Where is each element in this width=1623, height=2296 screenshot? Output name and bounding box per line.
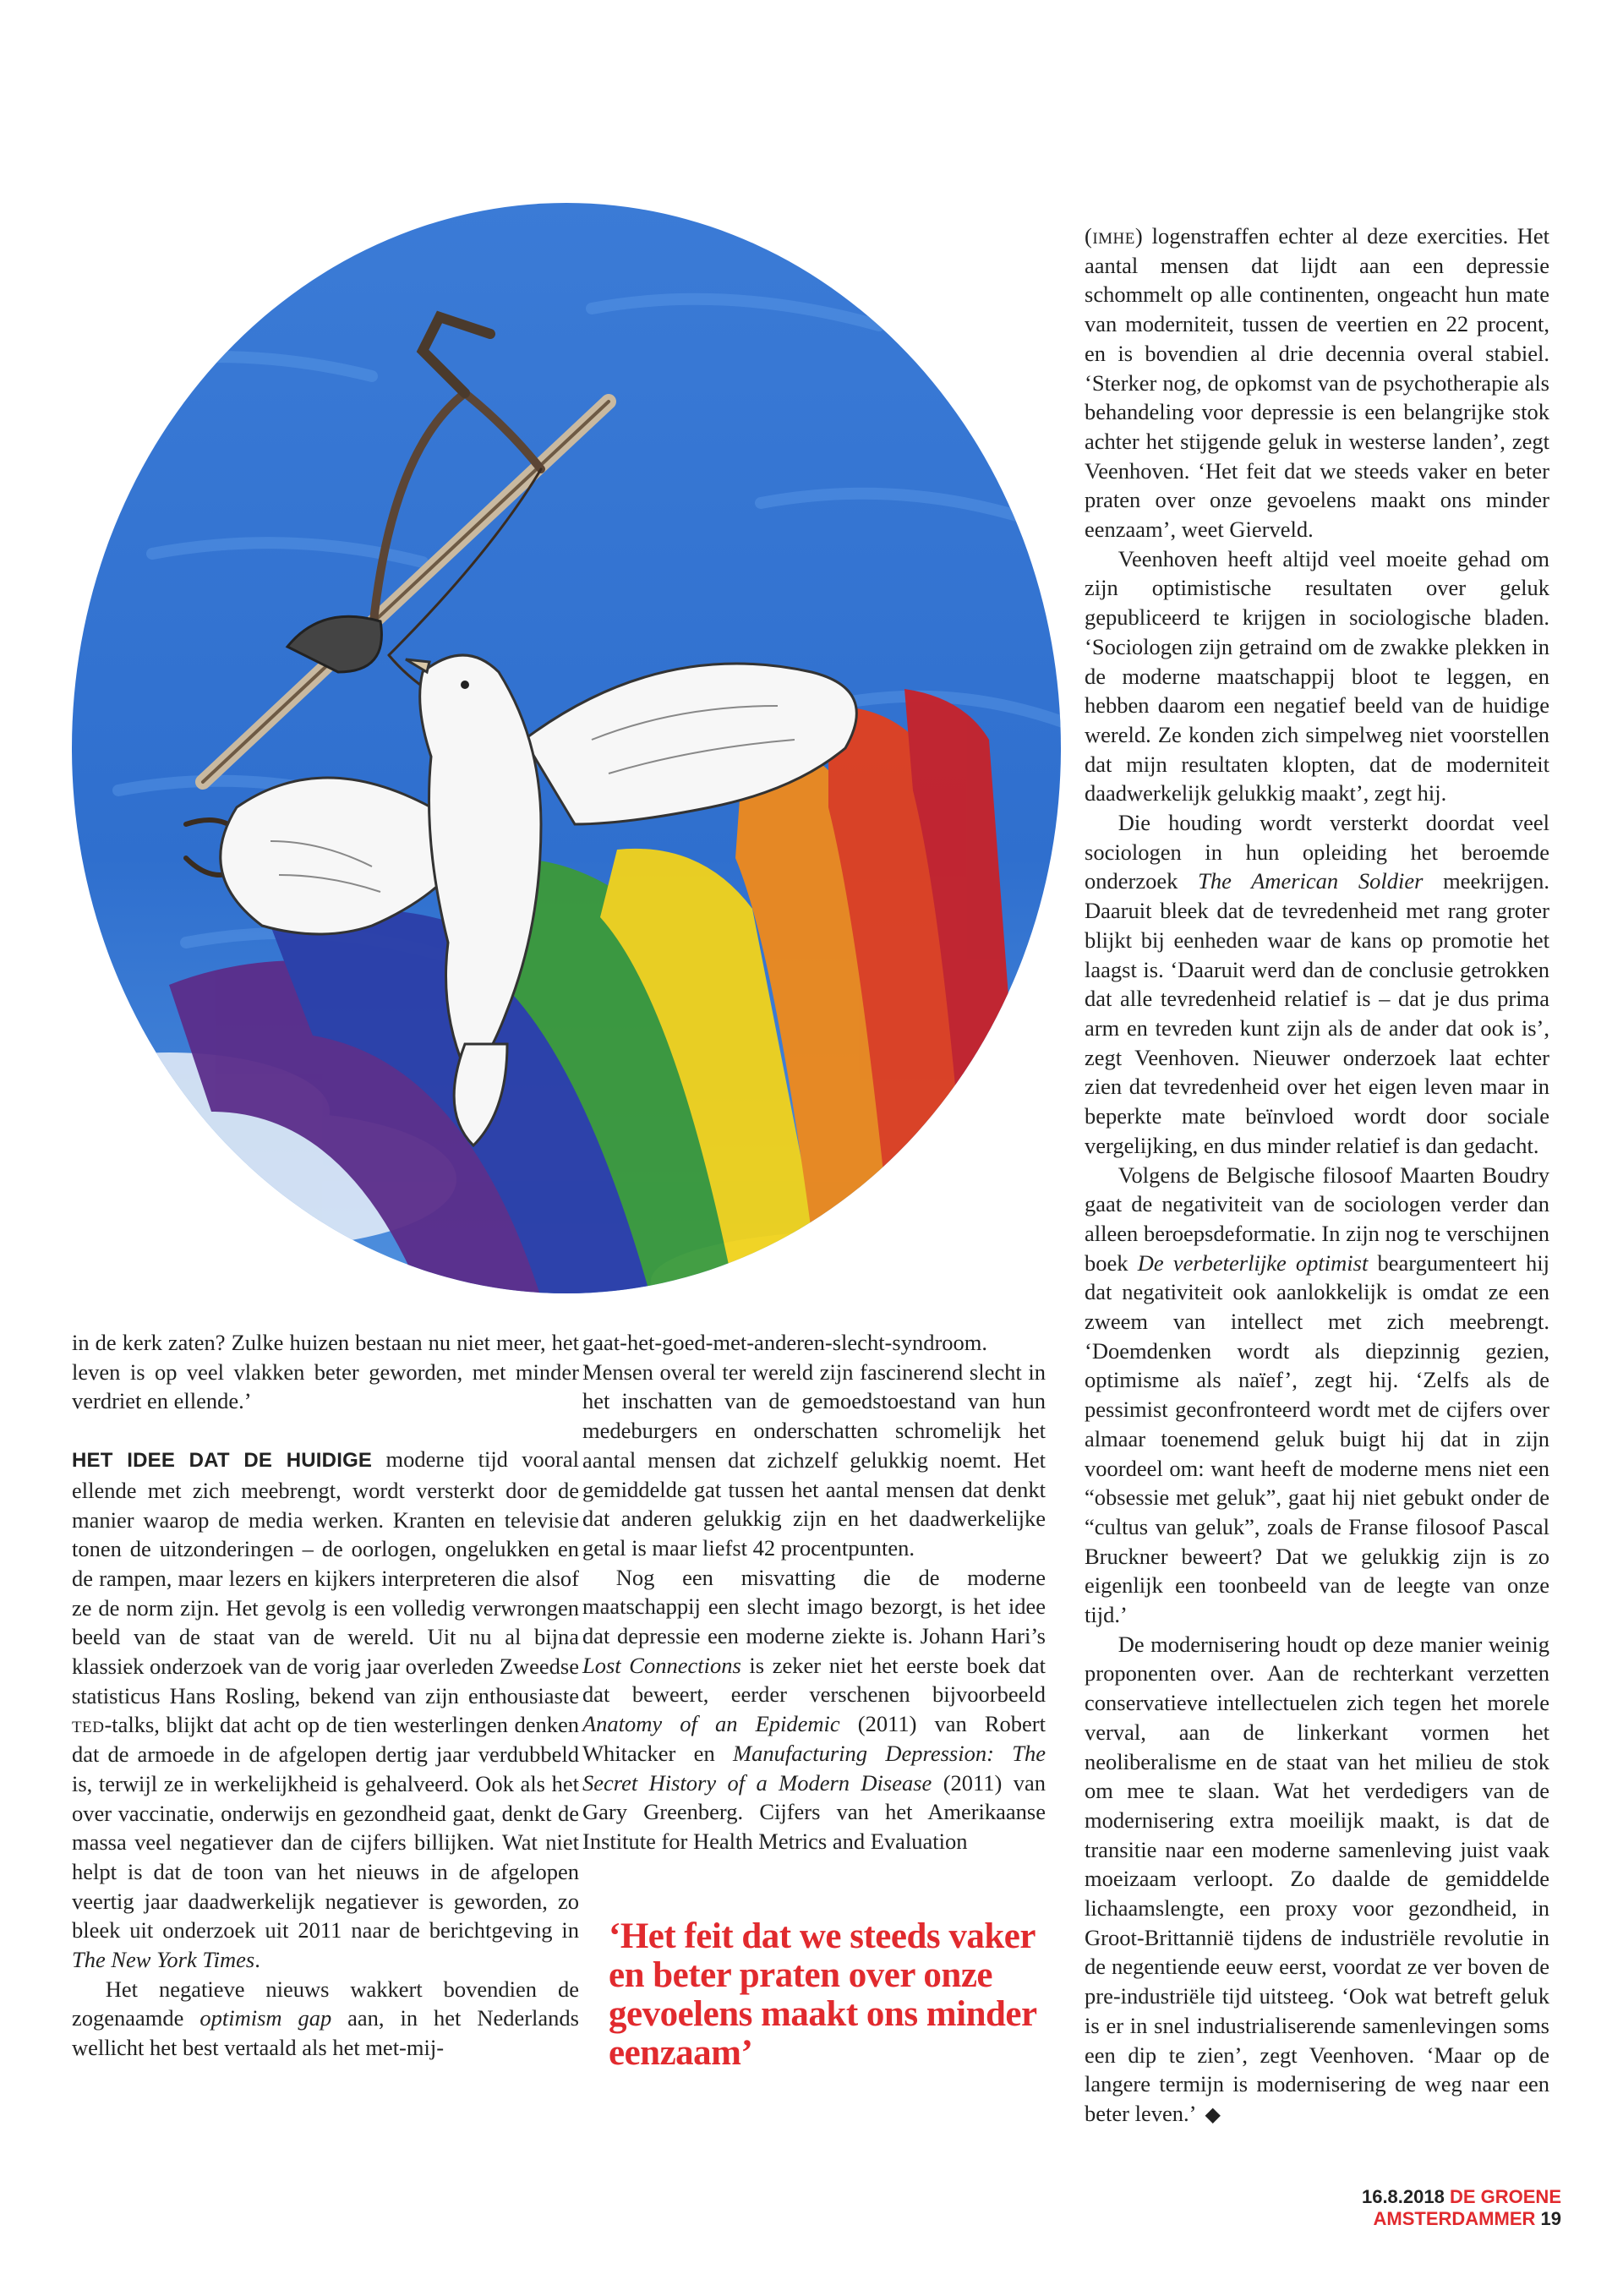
paragraph: Het negatieve nieuws wakkert bovendien de zogenaamde optimism gap aan, in het Nederlands wellicht het best vertaald als het met-mij- bbox=[72, 1976, 579, 2061]
paragraph: Die houding wordt versterkt doordat veel sociologen in hun opleiding het beroemde onderzoek The American Soldier meekrijgen. Daaruit bleek dat de tevredenheid met rang groter blijkt bij eenheden waar de kans op promotie het laagst is. ‘Daaruit werd dan de conclusie getrokken dat alle tevredenheid relatief is – dat je dus prima arm en tevreden kunt zijn als de ander dat ook is’, zegt Veenhoven. Nieuwer onderzoek laat echter zien dat tevredenheid over het eigen leven maar in beperkte mate beïnvloed wordt door sociale vergelijking, en dus minder relatief is dan gedacht. bbox=[1085, 810, 1549, 1158]
paragraph: Nog een misvatting die de moderne maatschappij een slecht imago bezorgt, is het idee dat depressie een moderne ziekte is. Johann Hari’s Lost Connections is zeker niet het eerste boek dat dat beweert, eerder verschenen bijvoorbeeld Anatomy of an Epidemic (2011) van Robert Whitacker en Manufacturing Depression: The Secret History of a Modern Disease (2011) van Gary Greenberg. Cijfers van het Amerikaanse Institute for Health Metrics and Evaluation bbox=[582, 1564, 1046, 1854]
paragraph: in de kerk zaten? Zulke huizen bestaan nu niet meer, het leven is op veel vlakken beter geworden, met minder verdriet en ellende.’ bbox=[72, 1330, 579, 1414]
article-column-1 bbox=[72, 1328, 579, 2063]
page-number: 19 bbox=[1540, 2208, 1561, 2229]
article-column-3 bbox=[1085, 221, 1549, 2130]
paragraph: gaat-het-goed-met-anderen-slecht-syndroom. Mensen overal ter wereld zijn fascinerend slecht in het inschatten van de gemoedstoestand van hun medeburgers en onderschatten schromelijk het aantal mensen dat zichzelf gelukkig noemt. Het gemiddelde gat tussen het aantal mensen dat denkt dat anderen gelukkig zijn en het daadwerkelijke getal is maar liefst 42 procentpunten. bbox=[582, 1330, 1046, 1561]
paragraph: De modernisering houdt op deze manier weinig proponenten over. Aan de rechterkant verzetten conservatieve intellectuelen zich tegen het morele verval, aan de linkerkant vormen het neoliberalisme en de staat van het milieu de stok om mee te slaan. Wat het verdedigers van de modernisering extra moeilijk maakt, is dat de transitie naar een moderne samenleving juist vaak moeizaam verloopt. Zo daalde de gemiddelde lichaamslengte, een proxy voor gezondheid, in Groot-Brittannië tijdens de industriële revolutie in de negentiende eeuw eerst, voordat ze ver boven de pre-industriële tijd uitsteeg. ‘Ook wat betreft geluk is er in snel industrialiserende samenlevingen soms een dip te zien’, zegt Veenhoven. ‘Maar op de langere termijn is modernisering de weg naar een beter leven.’ ◆ bbox=[1085, 1631, 1549, 2126]
paragraph: HET IDEE DAT DE HUIDIGE moderne tijd vooral ellende met zich meebrengt, wordt versterkt door de manier waarop de media werken. Kranten en televisie tonen de uitzonderingen – de oorlogen, ongelukken en de rampen, maar lezers en kijkers interpreteren die alsof ze de norm zijn. Het gevolg is een volledig verwrongen beeld van de staat van de wereld. Uit nu al bijna klassiek onderzoek van de vorig jaar overleden Zweedse statisticus Hans Rosling, bekend van zijn enthousiaste ted-talks, blijkt dat acht op de tien westerlingen denken dat de armoede in de afgelopen dertig jaar verdubbeld is, terwijl ze in werkelijkheid is gehalveerd. Ook als het over vaccinatie, onderwijs en gezondheid gaat, denkt de massa veel negatiever dan de cijfers billijken. Wat niet helpt is dat de toon van het nieuws in de afgelopen veertig jaar daadwerkelijk negatiever is geworden, zo bleek uit onderzoek uit 2011 naar de berichtgeving in The New York Times. bbox=[72, 1446, 580, 1973]
paragraph: (imhe) logenstraffen echter al deze exercities. Het aantal mensen dat lijdt aan een depressie schommelt op alle continenten, ongeacht hun mate van moderniteit, tussen de veertien en 22 procent, en is bovendien al drie decennia overal stabiel. ‘Sterker nog, de opkomst van de psychotherapie als behandeling voor depressie is een belangrijke stok achter het stijgende geluk in westerse landen’, zegt Veenhoven. ‘Het feit dat we steeds vaker en beter praten over onze gevoelens maakt ons minder eenzaam’, weet Gierveld. bbox=[1085, 223, 1549, 543]
issue-date: 16.8.2018 bbox=[1361, 2186, 1445, 2207]
pull-quote: ‘Het feit dat we steeds vaker en beter praten over onze gevoelens maakt ons minder eenzaam’ bbox=[609, 1916, 1036, 2073]
end-mark-icon: ◆ bbox=[1205, 2104, 1221, 2126]
section-lead-in: HET IDEE DAT DE HUIDIGE bbox=[72, 1449, 373, 1473]
paragraph: Volgens de Belgische filosoof Maarten Boudry gaat de negativiteit van de sociologen verder dan alleen beroepsdeformatie. In zijn nog te verschijnen boek De verbeterlijke optimist beargumenteert hij dat negativiteit ook aanlokkelijk is omdat ze een zweem van intellect met zich meebrengt. ‘Doemdenken wordt als diepzinnig gezien, optimisme als naïef’, zegt hij. ‘Zelfs als de pessimist geconfronteerd wordt met de cijfers over almaar toenemend geluk buigt hij dat in zijn voordeel om: want heeft de moderne mens niet een “obsessie met geluk”, gaat hij niet gebukt onder de “cultus van geluk”, zoals de Franse filosoof Pascal Bruckner beweert? Dat we gelukkig zijn is zo eigenlijk een toonbeeld van de leegte van onze tijd.’ bbox=[1085, 1162, 1549, 1628]
rainbow-dove-illustration bbox=[68, 199, 1082, 1298]
dove-eye bbox=[461, 681, 469, 689]
magazine-name: DE GROENE AMSTERDAMMER bbox=[1373, 2186, 1561, 2229]
paragraph: Veenhoven heeft altijd veel moeite gehad om zijn optimistische resultaten over geluk gepubliceerd te krijgen in sociologische bladen. ‘Sociologen zijn getraind om de zwakke plekken in de moderne maatschappij bloot te leggen, en hebben daarom een negatief beeld van de huidige wereld. Ze konden zich simpelweg niet voorstellen dat mijn resultaten klopten, dat de moderniteit daadwerkelijk gelukkig maakt’, zegt hij. bbox=[1085, 545, 1549, 806]
page-footer bbox=[1247, 2186, 1561, 2230]
article-column-2 bbox=[582, 1328, 1046, 1856]
